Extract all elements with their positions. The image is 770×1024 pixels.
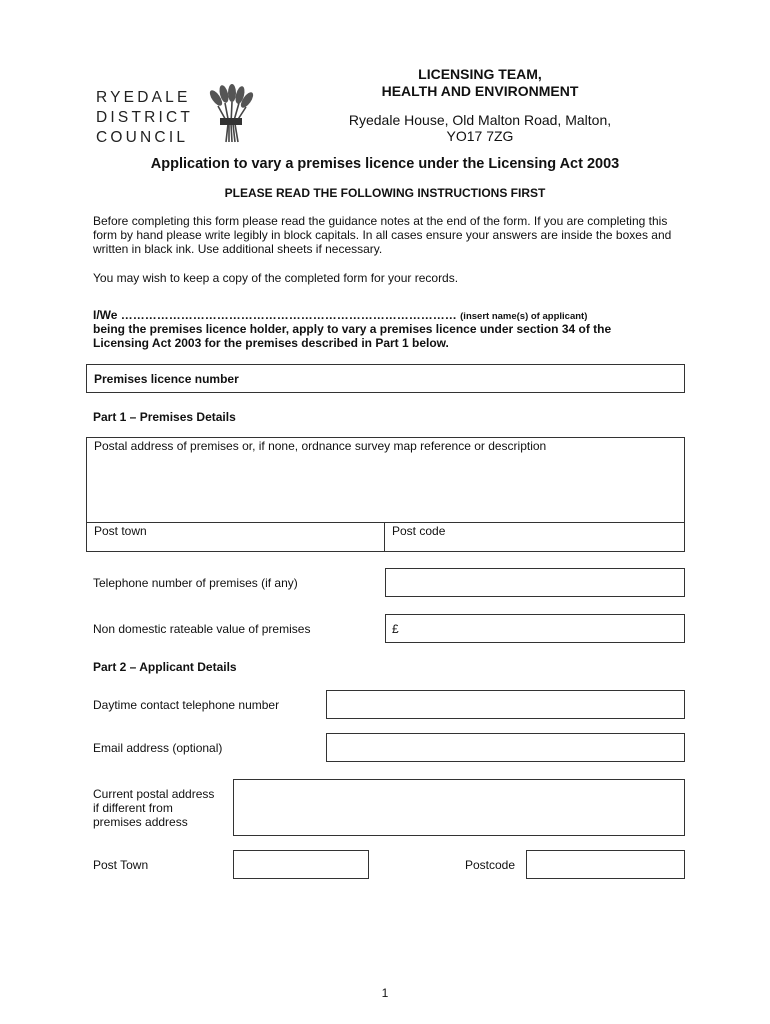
email-input[interactable] — [326, 733, 685, 762]
post-code-label: Post code — [392, 524, 446, 538]
header-team: LICENSING TEAM, — [418, 66, 542, 82]
postal-address-label: Postal address of premises or, if none, ordnance survey map reference or description — [94, 439, 547, 453]
instructions-heading: PLEASE READ THE FOLLOWING INSTRUCTIONS FIRST — [224, 186, 546, 200]
part2-heading: Part 2 – Applicant Details — [93, 660, 237, 674]
wheat-sheaf-icon — [204, 84, 256, 144]
form-title: Application to vary a premises licence under the Licensing Act 2003 — [150, 156, 620, 172]
instructions-text: Before completing this form please read the guidance notes at the end of the form. If you are completing this form by hand please write legibly in block capitals. In all cases ensure your answers are inside the boxes and written in black ink. Use additional sheets if necessary. — [93, 214, 672, 256]
applicant-post-town-label: Post Town — [93, 858, 149, 872]
premises-address-box[interactable] — [86, 437, 685, 552]
pound-sign: £ — [392, 622, 399, 636]
part1-heading: Part 1 – Premises Details — [93, 410, 236, 424]
current-address-label-line2: if different from — [93, 801, 173, 815]
logo-line-council: COUNCIL — [96, 129, 189, 146]
applicant-insert-note: (insert name(s) of applicant) — [460, 311, 588, 322]
logo-line-district: DISTRICT — [96, 109, 194, 126]
current-address-label-line3: premises address — [93, 815, 188, 829]
town-code-divider — [384, 522, 385, 551]
applicant-postcode-input[interactable] — [526, 850, 685, 879]
email-label: Email address (optional) — [93, 741, 223, 755]
current-address-label-line1: Current postal address — [93, 787, 215, 801]
applicant-prefix: I/We ………………………………………………………………………… — [93, 308, 457, 322]
rateable-value-label: Non domestic rateable value of premises — [93, 622, 311, 636]
header-address-line1: Ryedale House, Old Malton Road, Malton, — [348, 112, 612, 128]
rateable-value-input[interactable] — [385, 614, 685, 643]
premises-licence-number-label: Premises licence number — [94, 372, 239, 386]
applicant-statement: being the premises licence holder, apply to vary a premises licence under section 34 of the Licensing Act 2003 for the premises described in Part 1 below. — [93, 322, 612, 350]
premises-telephone-label: Telephone number of premises (if any) — [93, 576, 298, 590]
header-department: HEALTH AND ENVIRONMENT — [381, 83, 579, 99]
daytime-telephone-input[interactable] — [326, 690, 685, 719]
logo-line-ryedale: RYEDALE — [96, 89, 191, 106]
applicant-postcode-label: Postcode — [465, 858, 516, 872]
current-address-label — [93, 787, 214, 829]
address-divider — [87, 522, 684, 523]
current-address-input[interactable] — [233, 779, 685, 836]
premises-telephone-input[interactable] — [385, 568, 685, 597]
header-address-line2: YO17 7ZG — [446, 128, 514, 144]
applicant-post-town-input[interactable] — [233, 850, 369, 879]
council-logo-text — [96, 88, 193, 148]
premises-licence-number-box[interactable] — [86, 364, 685, 393]
daytime-telephone-label: Daytime contact telephone number — [93, 698, 280, 712]
copy-note: You may wish to keep a copy of the completed form for your records. — [93, 271, 459, 285]
page-number: 1 — [381, 986, 389, 1000]
post-town-label: Post town — [94, 524, 147, 538]
